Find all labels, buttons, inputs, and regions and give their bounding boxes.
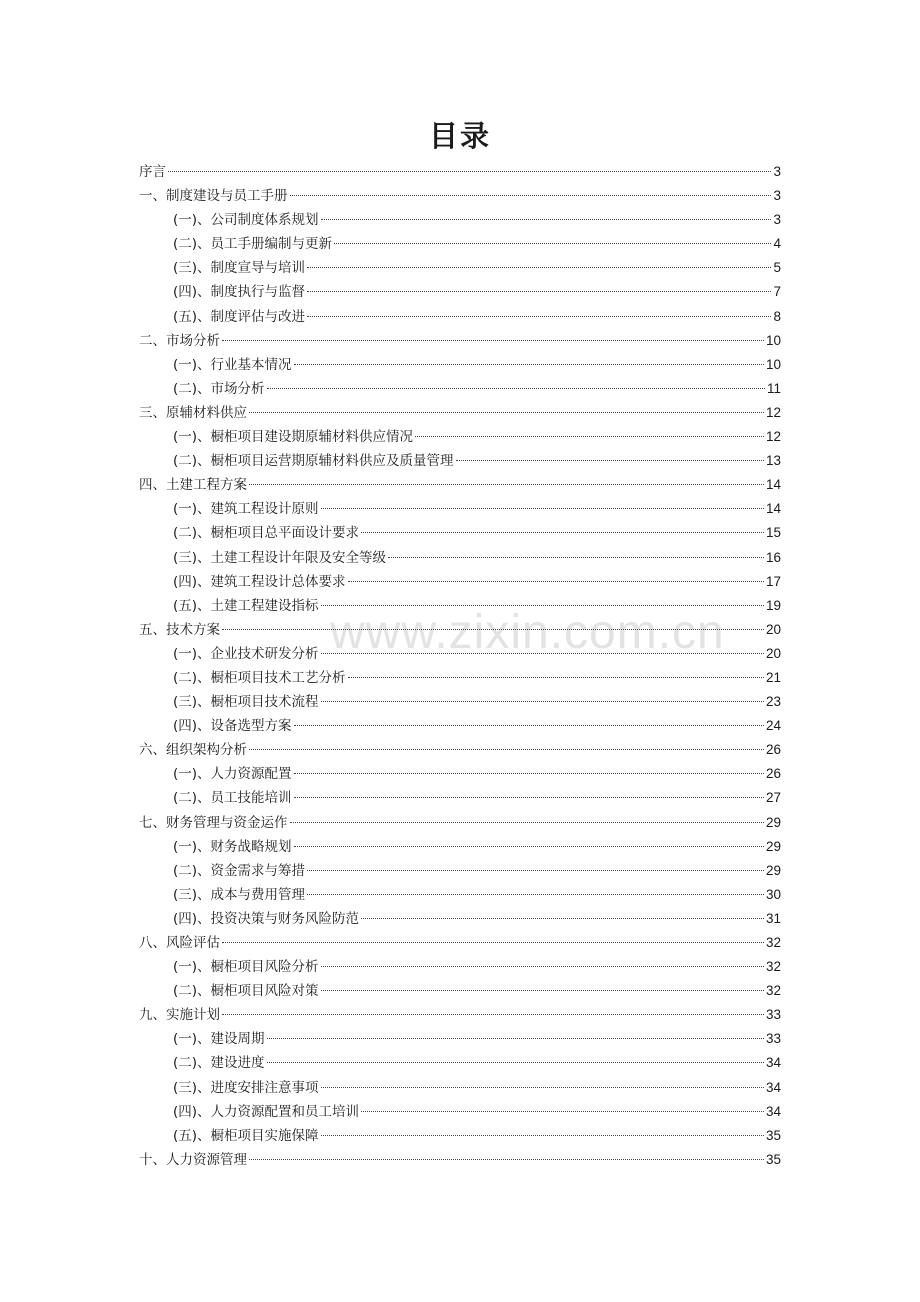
- toc-dot-leader: [321, 219, 772, 220]
- toc-dot-leader: [307, 291, 771, 292]
- toc-entry-label: (三)、橱柜项目技术流程: [173, 694, 319, 711]
- toc-subentry[interactable]: [139, 425, 781, 449]
- toc-entry-label: (三)、制度宣导与培训: [173, 260, 306, 277]
- toc-dot-leader: [249, 484, 764, 485]
- toc-page-number: 21: [765, 669, 781, 685]
- toc-page-number: 35: [765, 1151, 781, 1167]
- toc-entry-label: (四)、建筑工程设计总体要求: [173, 573, 346, 590]
- toc-entry-label: 三、原辅材料供应: [139, 404, 247, 421]
- toc-subentry[interactable]: [139, 955, 781, 979]
- toc-dot-leader: [222, 942, 764, 943]
- toc-dot-leader: [294, 773, 764, 774]
- toc-subentry[interactable]: [139, 546, 781, 570]
- toc-page-number: 35: [765, 1127, 781, 1143]
- toc-dot-leader: [267, 388, 765, 389]
- toc-dot-leader: [307, 894, 764, 895]
- toc-dot-leader: [415, 436, 764, 437]
- toc-subentry[interactable]: [139, 377, 781, 401]
- toc-subentry[interactable]: [139, 786, 781, 810]
- toc-dot-leader: [307, 267, 771, 268]
- toc-entry-label: (二)、员工技能培训: [173, 790, 292, 807]
- toc-entry-label: (二)、橱柜项目风险对策: [173, 983, 319, 1000]
- toc-dot-leader: [294, 797, 764, 798]
- toc-page-number: 12: [765, 404, 781, 420]
- toc-dot-leader: [361, 918, 764, 919]
- toc-dot-leader: [249, 749, 764, 750]
- toc-entry-label: (一)、建筑工程设计原则: [173, 501, 319, 518]
- toc-subentry[interactable]: [139, 666, 781, 690]
- watermark: www.zixin.com.cn: [330, 606, 725, 659]
- toc-page-number: 12: [765, 429, 781, 445]
- toc-entry-label: (二)、员工手册编制与更新: [173, 236, 333, 253]
- toc-entry-label: 二、市场分析: [139, 332, 220, 349]
- toc-page-number: 15: [765, 525, 781, 541]
- toc-page-number: 32: [765, 935, 781, 950]
- toc-page-number: 27: [765, 790, 781, 806]
- toc-entry[interactable]: [139, 160, 781, 184]
- toc-entry-label: (四)、设备选型方案: [173, 718, 292, 735]
- toc-dot-leader: [456, 460, 764, 461]
- toc-entry[interactable]: [139, 618, 781, 642]
- toc-dot-leader: [267, 1038, 764, 1039]
- toc-entry-label: 序言: [139, 164, 166, 180]
- toc-page-number: 33: [765, 1031, 781, 1047]
- toc-entry-label: (一)、财务战略规划: [173, 838, 292, 855]
- toc-page-number: 10: [765, 332, 781, 348]
- toc-subentry[interactable]: [139, 835, 781, 859]
- toc-subentry[interactable]: [139, 1100, 781, 1124]
- toc-subentry[interactable]: [139, 208, 781, 232]
- toc-entry[interactable]: [139, 401, 781, 425]
- toc-entry-label: (二)、橱柜项目技术工艺分析: [173, 669, 346, 686]
- toc-dot-leader: [307, 316, 771, 317]
- toc-entry[interactable]: [139, 931, 781, 955]
- toc-dot-leader: [321, 1087, 764, 1088]
- toc-entry[interactable]: [139, 1003, 781, 1027]
- toc-entry-label: (二)、橱柜项目总平面设计要求: [173, 525, 360, 542]
- toc-dot-leader: [348, 581, 764, 582]
- toc-entry-label: (五)、橱柜项目实施保障: [173, 1127, 319, 1144]
- toc-entry-label: 四、土建工程方案: [139, 477, 247, 494]
- toc-entry-label: (四)、人力资源配置和员工培训: [173, 1103, 360, 1120]
- toc-page-number: 26: [765, 742, 781, 758]
- toc-entry-label: (三)、成本与费用管理: [173, 886, 306, 903]
- toc-dot-leader: [307, 870, 764, 871]
- toc-entry-label: (五)、制度评估与改进: [173, 308, 306, 325]
- toc-subentry[interactable]: [139, 883, 781, 907]
- toc-subentry[interactable]: [139, 1076, 781, 1100]
- toc-page-number: 34: [765, 1055, 781, 1071]
- toc-page-number: 11: [766, 380, 781, 396]
- toc-page-number: 31: [765, 910, 781, 926]
- toc-dot-leader: [388, 557, 764, 558]
- toc-entry-label: (一)、企业技术研发分析: [173, 645, 319, 662]
- toc-subentry[interactable]: [139, 979, 781, 1003]
- toc-page-number: 16: [765, 549, 781, 565]
- toc-subentry[interactable]: [139, 1124, 781, 1148]
- toc-dot-leader: [321, 1135, 764, 1136]
- toc-dot-leader: [321, 990, 764, 991]
- toc-entry-label: (一)、橱柜项目建设期原辅材料供应情况: [173, 429, 414, 446]
- toc-dot-leader: [222, 629, 764, 630]
- toc-entry[interactable]: [139, 738, 781, 762]
- toc-entry-label: (一)、公司制度体系规划: [173, 212, 319, 229]
- toc-entry-label: (二)、资金需求与筹措: [173, 862, 306, 879]
- toc-entry-label: (三)、土建工程设计年限及安全等级: [173, 549, 387, 566]
- toc-subentry[interactable]: [139, 1051, 781, 1075]
- toc-entry-label: 五、技术方案: [139, 621, 220, 638]
- toc-subentry[interactable]: [139, 305, 781, 329]
- toc-dot-leader: [168, 171, 771, 172]
- toc-dot-leader: [222, 340, 764, 341]
- toc-page-number: 33: [765, 1007, 781, 1023]
- toc-entry-label: (五)、土建工程建设指标: [173, 597, 319, 614]
- toc-dot-leader: [290, 195, 772, 196]
- toc-entry-label: 一、制度建设与员工手册: [139, 188, 288, 205]
- toc-subentry[interactable]: [139, 497, 781, 521]
- toc-page-number: 17: [765, 573, 781, 589]
- toc-page-number: 30: [765, 886, 781, 902]
- toc-entry-label: (二)、市场分析: [173, 380, 265, 397]
- toc-dot-leader: [249, 1159, 764, 1160]
- toc-page-number: 32: [765, 983, 781, 999]
- toc-dot-leader: [321, 653, 764, 654]
- toc-dot-leader: [348, 677, 764, 678]
- toc-page-number: 3: [773, 164, 781, 179]
- toc-entry-label: (一)、橱柜项目风险分析: [173, 959, 319, 976]
- toc-entry[interactable]: [139, 329, 781, 353]
- toc-entry-label: (一)、行业基本情况: [173, 356, 292, 373]
- toc-entry[interactable]: [139, 1148, 781, 1172]
- toc-page-number: 3: [773, 188, 781, 204]
- toc-subentry[interactable]: [139, 762, 781, 786]
- toc-entry-label: 八、风险评估: [139, 935, 220, 951]
- toc-subentry[interactable]: [139, 594, 781, 618]
- toc-entry[interactable]: [139, 473, 781, 497]
- toc-page-number: 7: [773, 284, 781, 300]
- toc-entry-label: (一)、建设周期: [173, 1031, 265, 1048]
- toc-dot-leader: [361, 1111, 764, 1112]
- page-title: 目录: [428, 119, 491, 153]
- toc-subentry[interactable]: [139, 714, 781, 738]
- toc-page-number: 34: [765, 1103, 781, 1119]
- toc-entry[interactable]: [139, 811, 781, 835]
- toc-entry-label: 六、组织架构分析: [139, 742, 247, 759]
- toc-subentry[interactable]: [139, 280, 781, 304]
- toc-subentry[interactable]: [139, 859, 781, 883]
- toc-entry-label: (二)、建设进度: [173, 1055, 265, 1072]
- toc-entry[interactable]: [139, 184, 781, 208]
- toc-subentry[interactable]: [139, 256, 781, 280]
- toc-dot-leader: [361, 532, 764, 533]
- toc-dot-leader: [290, 822, 764, 823]
- toc-page-number: 26: [765, 766, 781, 782]
- toc-page-number: 23: [765, 694, 781, 710]
- toc-page-number: 3: [773, 212, 781, 228]
- toc-page-number: 5: [773, 260, 781, 276]
- toc-subentry[interactable]: [139, 642, 781, 666]
- toc-subentry[interactable]: [139, 521, 781, 545]
- toc-subentry[interactable]: [139, 690, 781, 714]
- toc-dot-leader: [334, 243, 771, 244]
- toc-page-number: 13: [765, 453, 781, 469]
- table-of-contents: [139, 160, 781, 1172]
- toc-page-number: 10: [765, 356, 781, 372]
- toc-entry-label: (二)、橱柜项目运营期原辅材料供应及质量管理: [173, 453, 454, 470]
- toc-page-number: 19: [765, 597, 781, 613]
- toc-page-number: 32: [765, 959, 781, 975]
- toc-subentry[interactable]: [139, 353, 781, 377]
- toc-entry-label: 十、人力资源管理: [139, 1151, 247, 1168]
- toc-entry-label: (四)、制度执行与监督: [173, 284, 306, 301]
- toc-entry-label: (三)、进度安排注意事项: [173, 1079, 319, 1096]
- toc-dot-leader: [267, 1062, 764, 1063]
- toc-subentry[interactable]: [139, 449, 781, 473]
- toc-page-number: 34: [765, 1079, 781, 1095]
- toc-entry-label: (一)、人力资源配置: [173, 766, 292, 783]
- toc-subentry[interactable]: [139, 1027, 781, 1051]
- toc-page-number: 29: [765, 814, 781, 830]
- toc-dot-leader: [321, 508, 764, 509]
- toc-page-number: 14: [765, 477, 781, 493]
- toc-subentry[interactable]: [139, 232, 781, 256]
- toc-dot-leader: [249, 412, 764, 413]
- toc-dot-leader: [294, 364, 764, 365]
- toc-subentry[interactable]: [139, 570, 781, 594]
- toc-page-number: 20: [765, 621, 781, 637]
- toc-page-number: 29: [765, 838, 781, 854]
- toc-page-number: 20: [765, 645, 781, 661]
- toc-dot-leader: [294, 725, 764, 726]
- toc-page-number: 24: [765, 718, 781, 734]
- toc-entry-label: (四)、投资决策与财务风险防范: [173, 910, 360, 927]
- toc-subentry[interactable]: [139, 907, 781, 931]
- toc-dot-leader: [321, 966, 764, 967]
- toc-dot-leader: [321, 701, 764, 702]
- toc-page-number: 29: [765, 862, 781, 878]
- toc-page-number: 14: [765, 501, 781, 517]
- toc-page-number: 4: [773, 236, 781, 252]
- toc-page-number: 8: [773, 308, 781, 324]
- toc-entry-label: 七、财务管理与资金运作: [139, 814, 288, 831]
- toc-entry-label: 九、实施计划: [139, 1007, 220, 1024]
- toc-dot-leader: [222, 1014, 764, 1015]
- toc-dot-leader: [294, 846, 764, 847]
- toc-dot-leader: [321, 605, 764, 606]
